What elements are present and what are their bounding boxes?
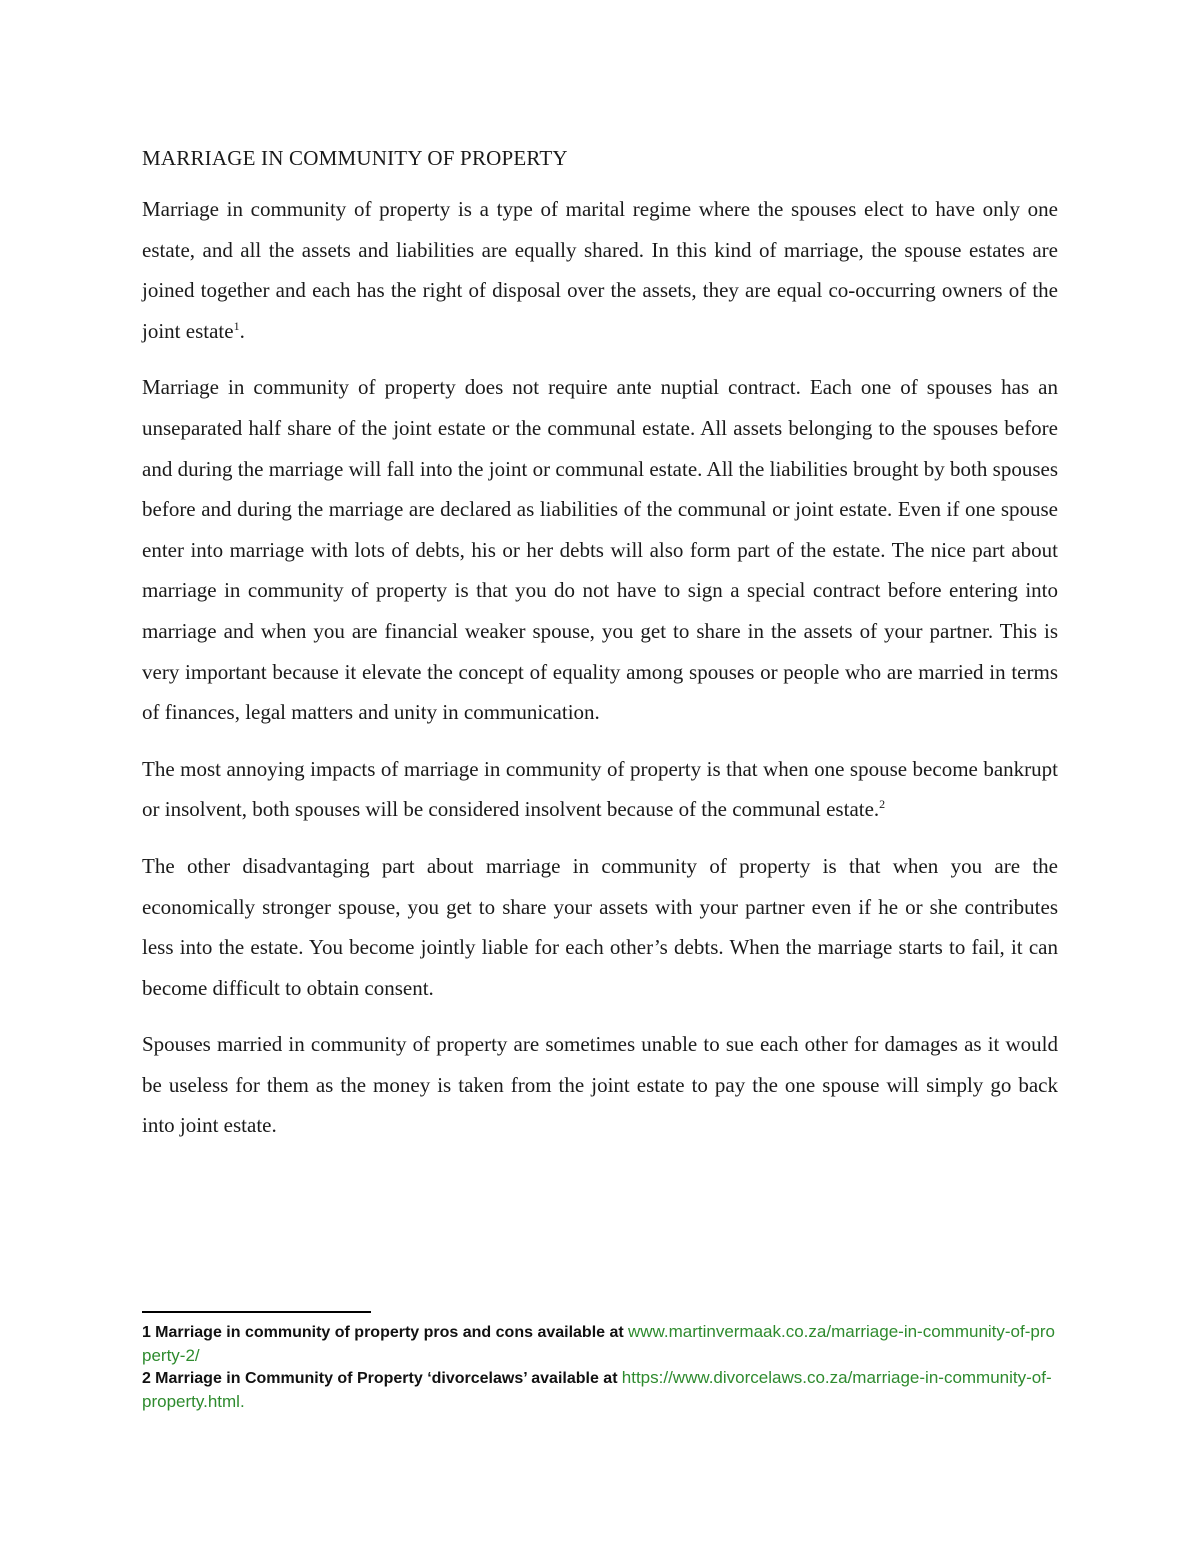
paragraph-5 [142, 1024, 1058, 1146]
paragraph-1-text: Marriage in community of property is a type of marital regime where the spouses elect to have only one estate, and all the assets and liabilities are equally shared. In this kind of marriage, the spouse estates are joined together and each has the right of disposal over the assets, they are equal co-occurring owners of the joint estate [142, 197, 1058, 343]
footnote-1 [142, 1321, 1058, 1367]
paragraph-1-end: . [239, 318, 245, 343]
footnote-1-text: Marriage in community of property pros and cons available at [155, 1324, 624, 1341]
paragraph-3 [142, 749, 1058, 830]
footnote-1-number: 1 [142, 1324, 151, 1341]
footnote-1-link[interactable]: www.martinvermaak.co.za/marriage-in-community-of-property-2/ [142, 1322, 1055, 1365]
paragraph-2 [142, 367, 1058, 732]
footnote-2-number: 2 [142, 1370, 151, 1387]
page-title: MARRIAGE IN COMMUNITY OF PROPERTY [142, 146, 568, 170]
paragraph-4-text: The other disadvantaging part about marriage in community of property is that when you are the economically stronger spouse, you get to share your assets with your partner even if he or she contributes less into the estate. You become jointly liable for each other’s debts. When the marriage starts to fail, it can become difficult to obtain consent. [142, 853, 1058, 1000]
footnote-separator [142, 1311, 371, 1313]
footnote-2-text: Marriage in Community of Property ‘divorcelaws’ available at [155, 1370, 618, 1387]
footnote-2-link[interactable]: https://www.divorcelaws.co.za/marriage-in-community-of-property.html. [142, 1368, 1052, 1411]
paragraph-4 [142, 846, 1058, 1008]
paragraph-5-text: Spouses married in community of property are sometimes unable to sue each other for damages as it would be useless for them as the money is taken from the joint estate to pay the one spouse will simply go back into joint estate. [142, 1032, 1058, 1138]
document-body [142, 143, 1058, 1162]
paragraph-3-text: The most annoying impacts of marriage in community of property is that when one spouse become bankrupt or insolvent, both spouses will be considered insolvent because of the communal estate. [142, 756, 1058, 822]
footnote-2 [142, 1367, 1058, 1413]
paragraph-2-text: Marriage in community of property does not require ante nuptial contract. Each one of spouses has an unseparated half share of the joint estate or the communal estate. All assets belonging to the spouses before and during the marriage will fall into the joint or communal estate. All the liabilities brought by both spouses before and during the marriage are declared as liabilities of the communal or joint estate. Even if one spouse enter into marriage with lots of debts, his or her debts will also form part of the estate. The nice part about marriage in community of property is that you do not have to sign a special contract before entering into marriage and when you are financial weaker spouse, you get to share in the assets of your partner. This is very important because it elevate the concept of equality among spouses or people who are married in terms of finances, legal matters and unity in communication. [142, 375, 1058, 725]
footnote-ref-2[interactable]: 2 [879, 797, 886, 812]
paragraph-1 [142, 189, 1058, 351]
footnotes [142, 1321, 1058, 1413]
footnote-ref-1[interactable]: 1 [233, 318, 240, 333]
